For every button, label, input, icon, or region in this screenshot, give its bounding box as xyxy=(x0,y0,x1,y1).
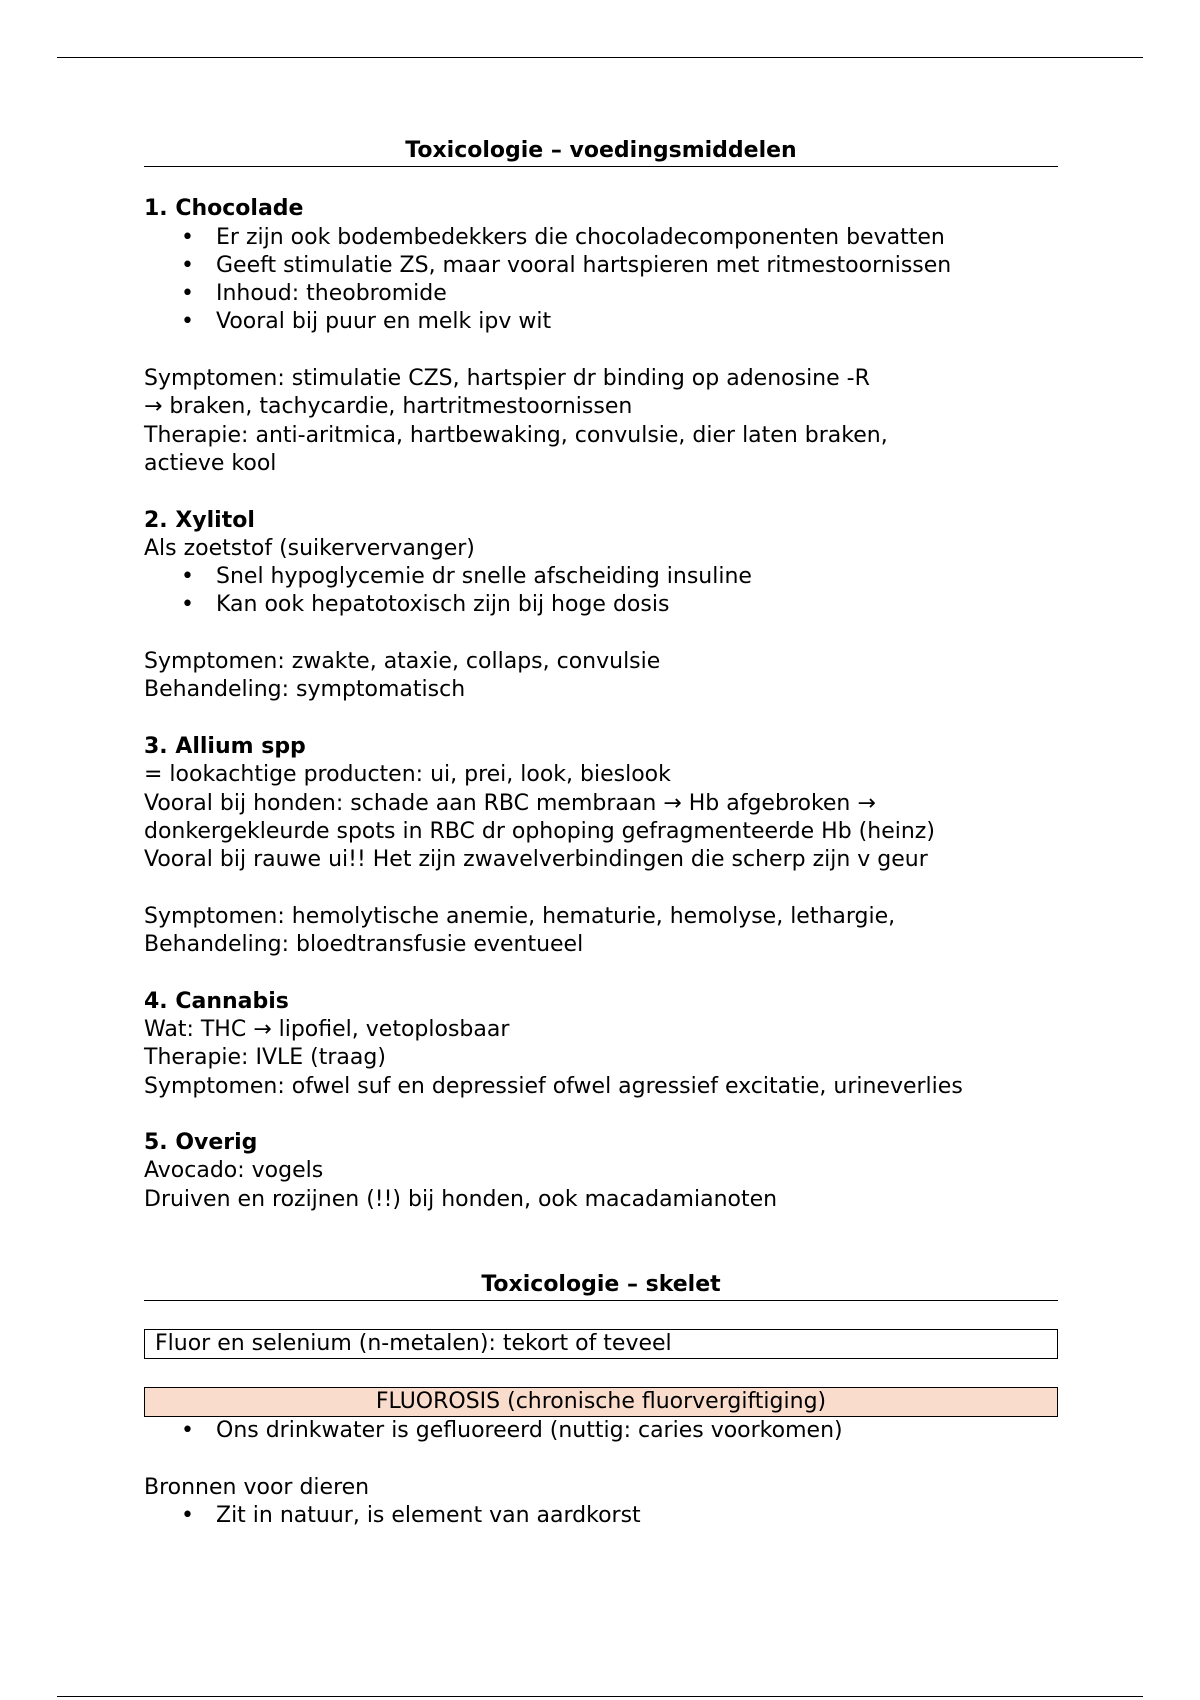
bullet-list xyxy=(144,1502,1058,1530)
section-heading: 3. Allium spp xyxy=(144,733,306,759)
text-line: actieve kool xyxy=(144,450,277,476)
text-line: Symptomen: zwakte, ataxie, collaps, convulsie xyxy=(144,649,661,675)
list-item: • Inhoud: theobromide xyxy=(144,280,1058,308)
section-heading: 5. Overig xyxy=(144,1130,258,1156)
bullet-list xyxy=(144,224,1058,337)
text-line: donkergekleurde spots in RBC dr ophoping gefragmenteerde Hb (heinz) xyxy=(144,818,935,844)
text-line: Wat: THC → lipofiel, vetoplosbaar xyxy=(144,1016,510,1042)
section-heading: 2. Xylitol xyxy=(144,507,255,533)
list-item: • Zit in natuur, is element van aardkorst xyxy=(144,1502,1058,1530)
text-line: Avocado: vogels xyxy=(144,1158,324,1184)
section-cannabis xyxy=(144,988,1058,1101)
list-item: • Vooral bij puur en melk ipv wit xyxy=(144,308,1058,336)
list-item: • Geeft stimulatie ZS, maar vooral hartspieren met ritmestoornissen xyxy=(144,252,1058,280)
text-line: Druiven en rozijnen (!!) bij honden, ook macadamianoten xyxy=(144,1186,778,1212)
text-line: Vooral bij honden: schade aan RBC membraan → Hb afgebroken → xyxy=(144,790,876,816)
text-line: Als zoetstof (suikervervanger) xyxy=(144,535,475,561)
text-line: Symptomen: ofwel suf en depressief ofwel agressief excitatie, urineverlies xyxy=(144,1073,963,1099)
doc-title-skelet: Toxicologie – skelet xyxy=(144,1271,1058,1301)
doc-title-voedingsmiddelen: Toxicologie – voedingsmiddelen xyxy=(144,137,1058,167)
text-line: → braken, tachycardie, hartritmestoornissen xyxy=(144,394,633,420)
section-overig xyxy=(144,1129,1058,1214)
section-heading: 1. Chocolade xyxy=(144,196,304,222)
section-allium xyxy=(144,733,1058,959)
text-line: Bronnen voor dieren xyxy=(144,1475,370,1501)
text-line: Vooral bij rauwe ui!! Het zijn zwavelverbindingen die scherp zijn v geur xyxy=(144,847,928,873)
list-item: • Kan ook hepatotoxisch zijn bij hoge dosis xyxy=(144,591,1058,619)
text-line: Therapie: anti-aritmica, hartbewaking, convulsie, dier laten braken, xyxy=(144,422,888,448)
list-item: • Snel hypoglycemie dr snelle afscheiding insuline xyxy=(144,563,1058,591)
bullet-list xyxy=(144,1417,1058,1445)
list-item: • Ons drinkwater is gefluoreerd (nuttig: caries voorkomen) xyxy=(144,1417,1058,1445)
section-heading: 4. Cannabis xyxy=(144,988,289,1014)
text-line: Behandeling: symptomatisch xyxy=(144,677,466,703)
page-bottom-rule xyxy=(57,1696,1143,1697)
document-content xyxy=(144,137,1058,1531)
text-line: = lookachtige producten: ui, prei, look, bieslook xyxy=(144,762,671,788)
list-item: • Er zijn ook bodembedekkers die chocoladecomponenten bevatten xyxy=(144,224,1058,252)
section-chocolade xyxy=(144,195,1058,478)
page-top-rule xyxy=(57,57,1143,58)
bullet-list xyxy=(144,563,1058,620)
highlight-box: FLUOROSIS (chronische fluorvergiftiging) xyxy=(144,1387,1058,1417)
info-box: Fluor en selenium (n-metalen): tekort of teveel xyxy=(144,1329,1058,1359)
text-line: Behandeling: bloedtransfusie eventueel xyxy=(144,932,584,958)
text-line: Symptomen: stimulatie CZS, hartspier dr binding op adenosine -R xyxy=(144,366,870,392)
text-line: Symptomen: hemolytische anemie, hematurie, hemolyse, lethargie, xyxy=(144,903,896,929)
text-line: Therapie: IVLE (traag) xyxy=(144,1045,386,1071)
section-xylitol xyxy=(144,507,1058,705)
